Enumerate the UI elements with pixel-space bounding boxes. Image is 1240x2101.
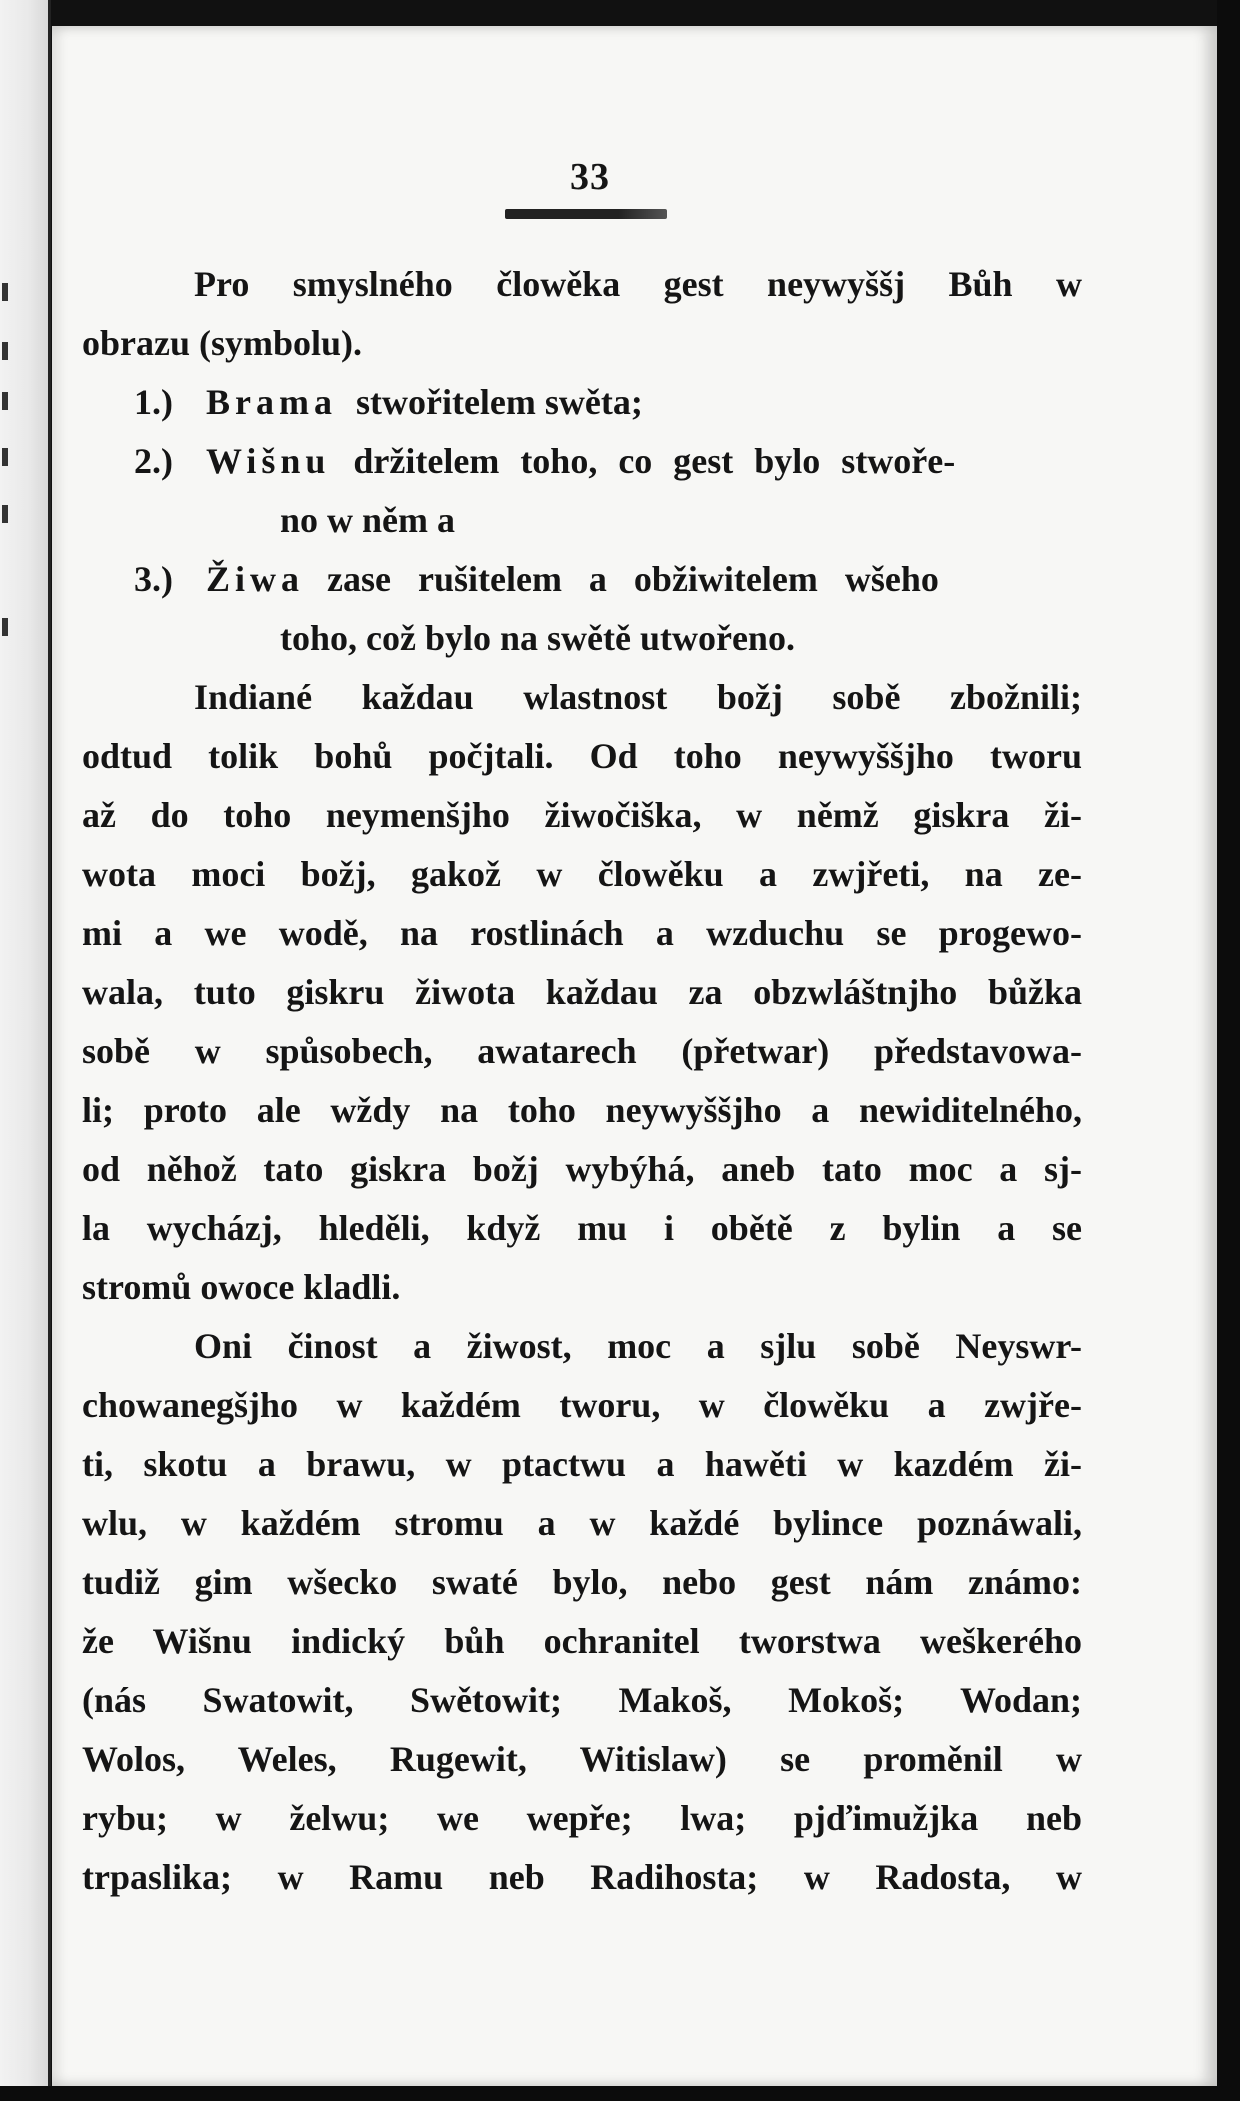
text-line: mi a we wodě, na rostlinách a wzduchu se progewo- xyxy=(82,913,1082,953)
text-line: li; proto ale wždy na toho neywyššjho a newiditelného, xyxy=(82,1090,1082,1130)
text-line: (nás Swatowit, Swětowit; Makoš, Mokoš; Wodan; xyxy=(82,1680,1082,1720)
deity-name: Wišnu xyxy=(206,441,331,481)
text-line: wala, tuto giskru žiwota každau za obzwláštnjho bůžka xyxy=(82,972,1082,1012)
scan-border-bottom xyxy=(0,2086,1240,2101)
header-rule xyxy=(505,209,667,219)
text-line: stromů owoce kladli. xyxy=(82,1267,401,1307)
text-line: Indiané každau wlastnost božj sobě zbožnili; xyxy=(194,677,1082,717)
text-line: wota moci božj, gakož w člowěku a zwjřeti, na ze- xyxy=(82,854,1082,894)
text-line: chowanegšjho w každém tworu, w člowěku a zwjře- xyxy=(82,1385,1082,1425)
text-line: obrazu (symbolu). xyxy=(82,323,363,363)
page-number: 33 xyxy=(570,156,610,198)
text-line: že Wišnu indický bůh ochranitel tworstwa weškerého xyxy=(82,1621,1082,1661)
text-line: od něhož tato giskra božj wybýhá, aneb tato moc a sj- xyxy=(82,1149,1082,1189)
text-line: Pro smyslného člowěka gest neywyššj Bůh w xyxy=(194,264,1082,304)
text-line: až do toho neymenšjho žiwočiška, w němž giskra ži- xyxy=(82,795,1082,835)
adjacent-page-edge xyxy=(0,0,51,2101)
text-line: trpaslika; w Ramu neb Radihosta; w Radosta, w xyxy=(82,1857,1082,1897)
list-item-1 xyxy=(82,373,1082,432)
text-line: Wolos, Weles, Rugewit, Witislaw) se proměnil w xyxy=(82,1739,1082,1779)
list-item-2 xyxy=(82,432,1082,491)
page-body xyxy=(82,255,1082,1907)
list-number: 3.) xyxy=(134,559,173,599)
list-text-continued: no w něm a xyxy=(280,500,456,540)
scan-border-right xyxy=(1217,0,1240,2101)
text-line: Oni činost a žiwost, moc a sjlu sobě Neyswr- xyxy=(194,1326,1082,1366)
list-text: zase rušitelem a obžiwitelem wšeho xyxy=(327,559,939,599)
deity-name: Brama xyxy=(206,382,337,422)
text-line: wlu, w každém stromu a w každé bylince poznáwali, xyxy=(82,1503,1082,1543)
list-text-continued: toho, což bylo na swětě utwořeno. xyxy=(280,618,795,658)
list-text: stwořitelem swěta; xyxy=(355,382,643,422)
text-line: sobě w spůsobech, awatarech (přetwar) představowa- xyxy=(82,1031,1082,1071)
text-line: tudiž gim wšecko swaté bylo, nebo gest nám známo: xyxy=(82,1562,1082,1602)
text-line: odtud tolik bohů počjtali. Od toho neywyššjho tworu xyxy=(82,736,1082,776)
text-line: la wycházj, hleděli, když mu i obětě z bylin a se xyxy=(82,1208,1082,1248)
text-line: rybu; w želwu; we wepře; lwa; pjďimužjka neb xyxy=(82,1798,1082,1838)
list-text: držitelem toho, co gest bylo stwoře- xyxy=(353,441,956,481)
list-number: 2.) xyxy=(134,441,173,481)
list-item-3 xyxy=(82,550,1082,609)
deity-name: Žiwa xyxy=(206,559,305,599)
text-line: ti, skotu a brawu, w ptactwu a hawěti w kazdém ži- xyxy=(82,1444,1082,1484)
list-number: 1.) xyxy=(134,382,173,422)
